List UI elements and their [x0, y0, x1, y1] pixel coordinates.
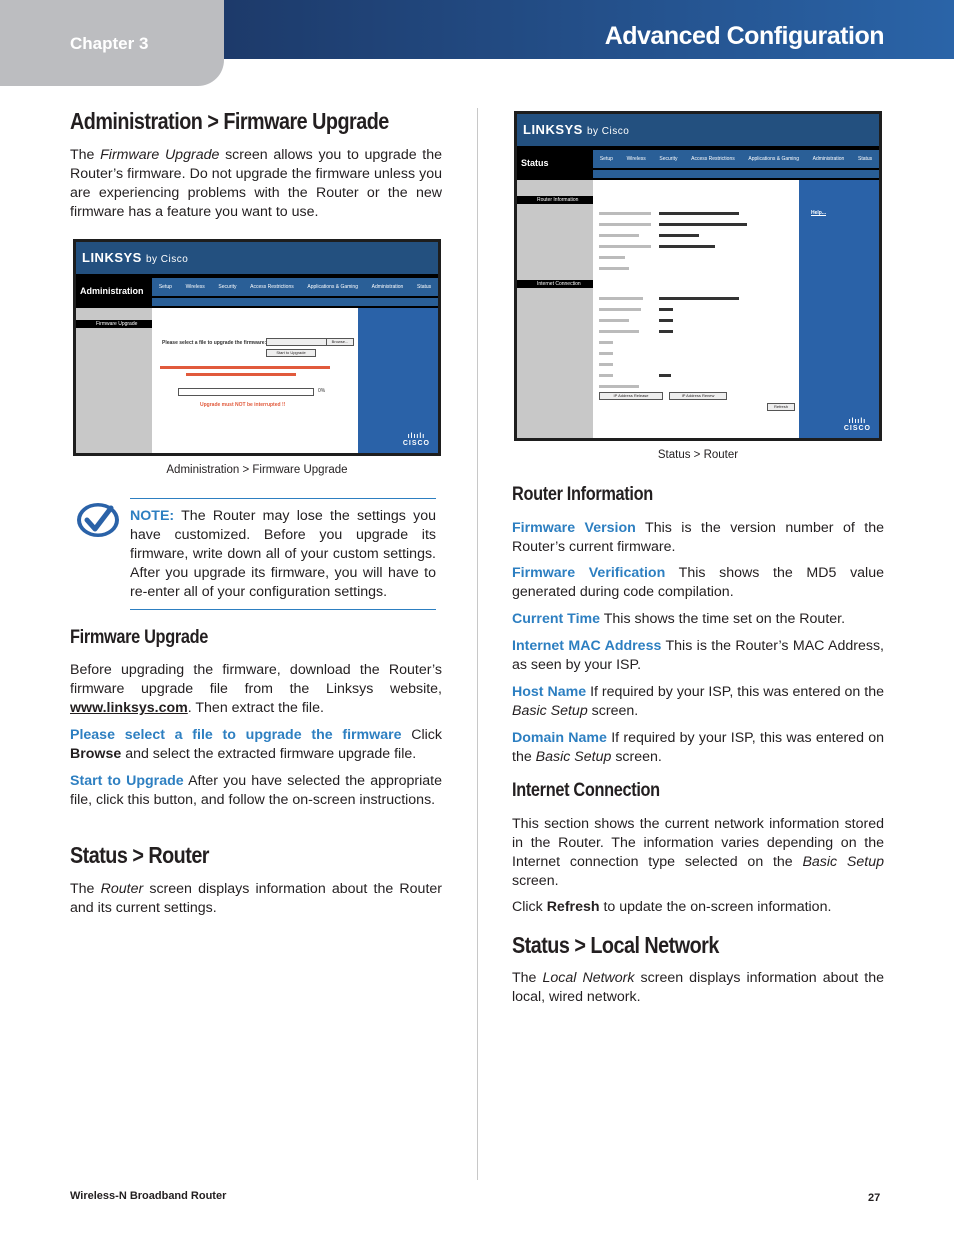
info-label	[599, 267, 629, 270]
refresh-button: Refresh	[767, 403, 795, 411]
screenshot-caption-2: Status > Router	[657, 449, 739, 461]
firmware-download-paragraph: Before upgrading the firmware, download the Router’s firmware upgrade file from the Linksys website, www.linksys.com. Then extract the file.	[70, 662, 442, 716]
screenshot-status-router	[514, 111, 882, 441]
start-upgrade-paragraph: Start to Upgrade After you have selected the appropriate file, click this button, and follow the on-screen instructions.	[70, 773, 442, 808]
tab-security-2: Security	[659, 156, 678, 162]
note-rule-bottom	[130, 609, 436, 610]
current-time-paragraph: Current Time This shows the time set on the Router.	[512, 611, 846, 627]
linksys-help-panel	[358, 308, 438, 453]
tab-status-2: Status	[857, 156, 873, 162]
section-title-status-router: Status > Router	[70, 842, 209, 868]
subheading-firmware-upgrade: Firmware Upgrade	[70, 627, 208, 648]
info-label	[599, 319, 629, 322]
linksys-help-panel-2	[799, 180, 879, 438]
tab-administration: Administration	[371, 284, 404, 290]
linksys-section-label-2: Status	[521, 158, 549, 168]
linksys-banner-2	[517, 114, 879, 146]
cisco-logo: ılıılı CISCO	[402, 433, 430, 447]
info-value	[659, 330, 673, 333]
tab-apps-2: Applications & Gaming	[748, 156, 799, 162]
linksys-subtabs	[152, 298, 438, 306]
tab-setup: Setup	[158, 284, 172, 290]
header-bar	[224, 0, 954, 59]
info-label	[599, 308, 641, 311]
firmware-verification-paragraph: Firmware Verification This shows the MD5 value generated during code compilation.	[512, 565, 884, 600]
ip-renew-button: IP Address Renew	[669, 392, 727, 400]
ip-release-button: IP Address Release	[599, 392, 663, 400]
footer-page-number: 27	[868, 1192, 881, 1204]
start-upgrade-button: Start to Upgrade	[266, 349, 316, 357]
select-file-paragraph: Please select a file to upgrade the firmware Click Browse and select the extracted firmware upgrade file.	[70, 727, 442, 762]
tab-status: Status	[416, 284, 432, 290]
refresh-paragraph: Click Refresh to update the on-screen information.	[512, 899, 832, 915]
info-label	[599, 341, 613, 344]
info-label	[599, 330, 639, 333]
status-router-paragraph: The Router screen displays information about the Router and its current settings.	[70, 881, 442, 916]
warning-line	[160, 366, 330, 369]
firmware-intro-paragraph: The Firmware Upgrade screen allows you to upgrade the Router’s firmware. Do not upgrade the firmware unless you are experiencing problems with the Router or the new firmware has a feature you want to use.	[70, 147, 443, 220]
info-value	[659, 212, 739, 215]
info-value	[659, 297, 739, 300]
linksys-nav-2	[517, 146, 879, 180]
info-label	[599, 234, 639, 237]
linksys-sidebar-2	[517, 180, 593, 438]
progress-percent: 0%	[318, 388, 326, 394]
status-local-paragraph: The Local Network screen displays information about the local, wired network.	[512, 970, 884, 1005]
info-value	[659, 234, 699, 237]
domain-name-paragraph: Domain Name If required by your ISP, this was entered on the Basic Setup screen.	[512, 730, 885, 765]
sidebar-internet-connection: Internet Connection	[537, 281, 581, 287]
screenshot-caption-1: Administration > Firmware Upgrade	[166, 464, 348, 476]
tab-apps: Applications & Gaming	[307, 284, 358, 290]
host-name-paragraph: Host Name If required by your ISP, this was entered on the Basic Setup screen.	[512, 684, 884, 719]
info-label	[599, 223, 651, 226]
section-title-status-local-network: Status > Local Network	[512, 932, 719, 958]
linksys-sidebar	[76, 308, 152, 453]
info-value	[659, 374, 671, 377]
subheading-internet-connection: Internet Connection	[512, 780, 660, 801]
info-label	[599, 212, 651, 215]
info-label	[599, 245, 651, 248]
internet-connection-paragraph: This section shows the current network information stored in the Router. The information varies depending on the Internet connection type selected on the Basic Setup screen.	[512, 816, 884, 889]
sidebar-router-info: Router Information	[537, 197, 579, 203]
warning-line-2	[186, 373, 296, 376]
subheading-router-information: Router Information	[512, 484, 653, 505]
section-title-firmware-upgrade: Administration > Firmware Upgrade	[70, 108, 389, 134]
upgrade-warning: Upgrade must NOT be interrupted !!	[200, 402, 286, 408]
tab-administration-2: Administration	[812, 156, 845, 162]
browse-button: Browse...	[326, 338, 354, 346]
tab-access: Access Restrictions	[250, 284, 294, 290]
linksys-subtabs-2	[593, 170, 879, 178]
linksys-tabs	[152, 278, 438, 296]
tab-wireless-2: Wireless	[626, 156, 646, 162]
info-value	[659, 245, 715, 248]
linksys-section-label: Administration	[80, 286, 144, 296]
sidebar-label: Firmware Upgrade	[96, 321, 138, 327]
info-label	[599, 385, 639, 388]
firmware-version-paragraph: Firmware Version This is the version number of the Router’s current firmware.	[512, 520, 884, 555]
linksys-tabs-2	[593, 150, 879, 168]
info-label	[599, 256, 625, 259]
note-text: NOTE: The Router may lose the settings you have customized. Before you upgrade its firmware, write down all of your custom settings. After you upgrade its firmware, you will have to re-enter all of your configuration settings.	[130, 508, 436, 600]
info-label	[599, 374, 613, 377]
footer-product-name: Wireless-N Broadband Router	[70, 1190, 227, 1202]
tab-security: Security	[218, 284, 237, 290]
linksys-logo: LINKSYS by Cisco	[82, 250, 189, 265]
cisco-logo-2: ılıılı CISCO	[843, 418, 871, 432]
info-label	[599, 363, 613, 366]
screenshot-firmware-upgrade	[73, 239, 441, 456]
linksys-logo-2: LINKSYS by Cisco	[523, 122, 630, 137]
progress-bar	[178, 388, 314, 396]
info-label	[599, 352, 613, 355]
chapter-label: Chapter 3	[70, 34, 149, 53]
upgrade-prompt: Please select a file to upgrade the firmware:	[162, 340, 267, 346]
tab-setup-2: Setup	[599, 156, 613, 162]
page-header-title: Advanced Configuration	[604, 22, 884, 50]
note-rule-top	[130, 498, 436, 499]
info-label	[599, 297, 643, 300]
help-link-2: Help...	[811, 210, 827, 216]
linksys-nav	[76, 274, 438, 308]
column-divider	[477, 108, 478, 1180]
tab-wireless: Wireless	[185, 284, 205, 290]
linksys-banner	[76, 242, 438, 274]
info-value	[659, 308, 673, 311]
info-value	[659, 223, 747, 226]
tab-access-2: Access Restrictions	[691, 156, 735, 162]
mac-address-paragraph: Internet MAC Address This is the Router’s MAC Address, as seen by your ISP.	[512, 638, 885, 673]
info-value	[659, 319, 673, 322]
checkmark-note-icon	[76, 502, 120, 538]
linksys-website-link[interactable]: www.linksys.com	[70, 700, 188, 716]
